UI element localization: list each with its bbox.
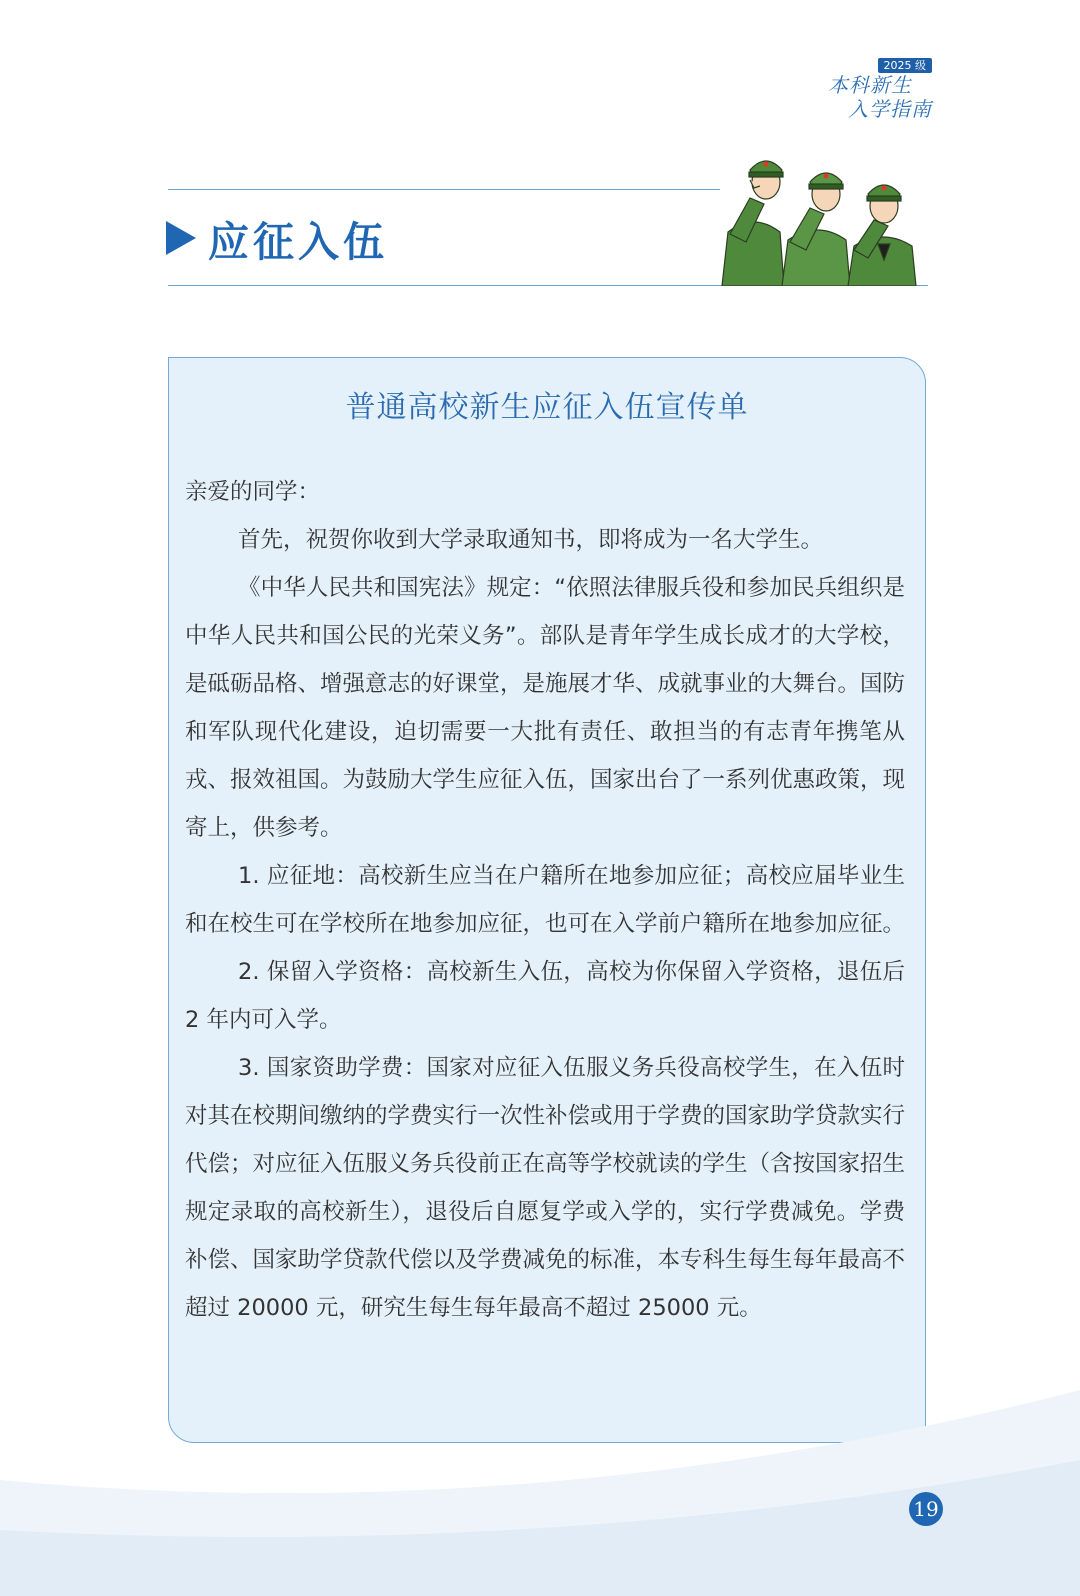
flyer-body xyxy=(185,468,905,1332)
flyer-paragraph: 2. 保留入学资格：高校新生入伍，高校为你保留入学资格，退伍后 2 年内可入学。 xyxy=(185,959,905,1033)
soldier-right xyxy=(848,185,916,286)
flyer-paragraph: 《中华人民共和国宪法》规定：“依照法律服兵役和参加民兵组织是中华人民共和国公民的光荣义务”。部队是青年学生成长成才的大学校，是砥砺品格、增强意志的好课堂，是施展才华、成就事业的大舞台。国防和军队现代化建设，迫切需要一大批有责任、敢担当的有志青年携笔从戎、报效祖国。为鼓励大学生应征入伍，国家出台了一系列优惠政策，现寄上，供参考。 xyxy=(185,575,906,841)
guide-brand xyxy=(792,54,932,121)
flyer-paragraph: 首先，祝贺你收到大学录取通知书，即将成为一名大学生。 xyxy=(238,527,824,553)
flyer-title: 普通高校新生应征入伍宣传单 xyxy=(345,390,749,425)
flyer-paragraph: 3. 国家资助学费：国家对应征入伍服义务兵役高校学生，在入伍时对其在校期间缴纳的学费实行一次性补偿或用于学费的国家助学贷款实行代偿；对应征入伍服义务兵役前正在高等学校就读的学生（含按国家招生规定录取的高校新生），退役后自愿复学或入学的，实行学费减免。学费补偿、国家助学贷款代偿以及学费减免的标准，本专科生每生每年最高不超过 20000 元，研究生每生每年最高不超过 25000 元。 xyxy=(185,1055,906,1321)
page-number: 19 xyxy=(909,1492,943,1526)
header-divider-top xyxy=(168,189,720,190)
salutation: 亲爱的同学： xyxy=(185,479,321,505)
flyer-paragraph: 1. 应征地：高校新生应当在户籍所在地参加应征；高校应届毕业生和在校生可在学校所在地参加应征，也可在入学前户籍所在地参加应征。 xyxy=(185,863,906,937)
section-title: 应征入伍 xyxy=(208,217,388,266)
saluting-soldiers-illustration xyxy=(720,150,932,286)
soldier-middle xyxy=(782,173,850,286)
soldier-left xyxy=(722,161,784,286)
brand-line-1: 本科新生 xyxy=(828,73,912,97)
section-header xyxy=(166,208,388,268)
brand-line-2: 入学指南 xyxy=(848,97,932,121)
recruitment-flyer-panel xyxy=(168,357,926,1443)
year-badge: 2025 级 xyxy=(878,58,933,73)
play-triangle-icon xyxy=(166,221,196,255)
